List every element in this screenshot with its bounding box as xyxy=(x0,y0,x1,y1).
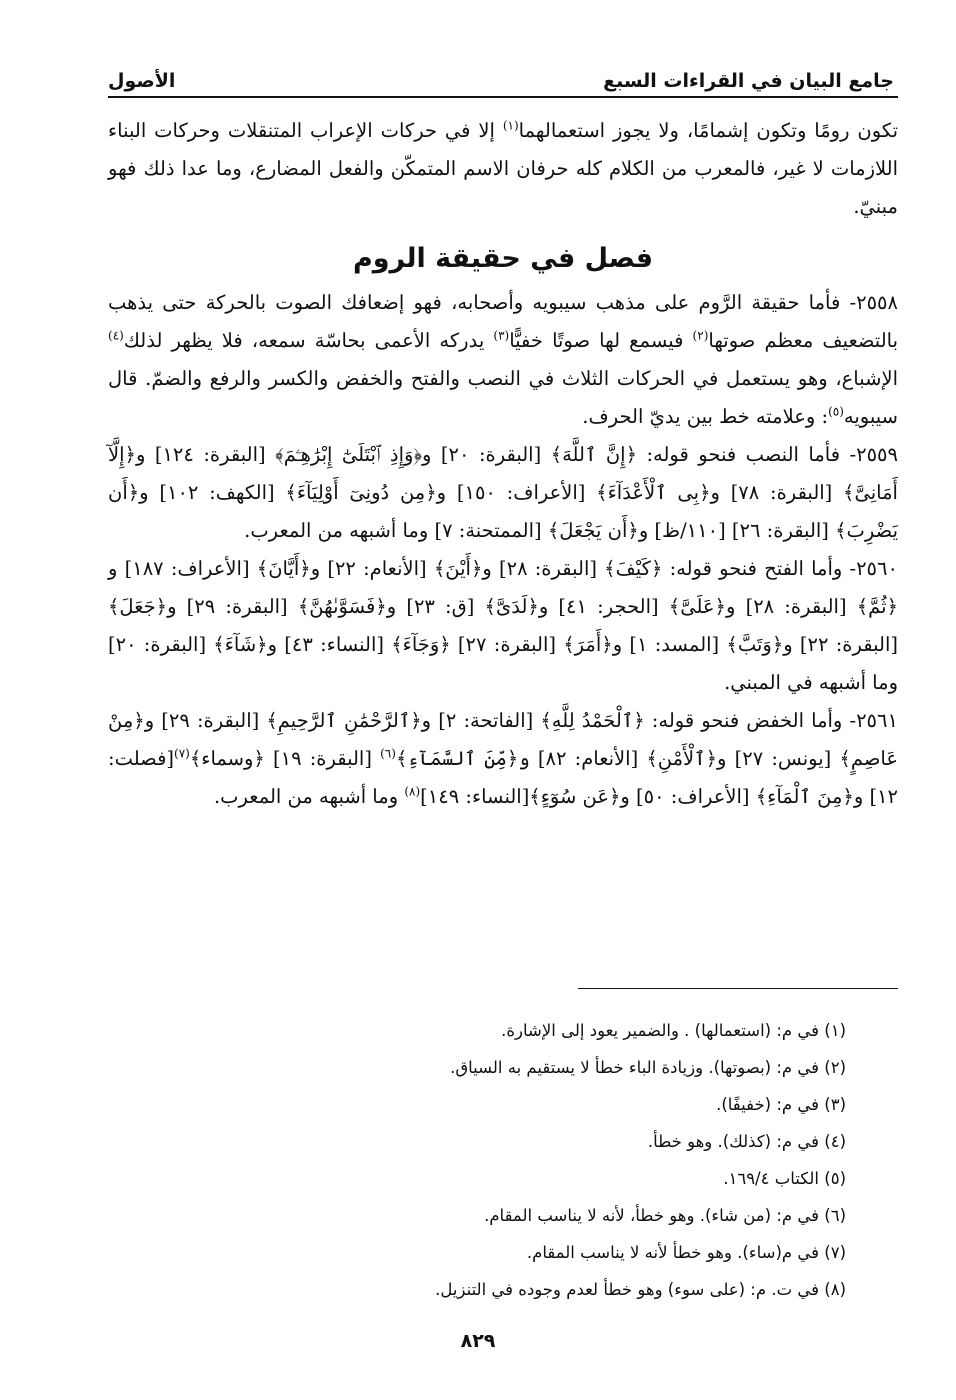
intro-paragraph xyxy=(108,112,898,226)
footnote-7: (٧) في م(ساء). وهو خطأ لأنه لا يناسب المقام. xyxy=(526,1243,846,1262)
p2558-text-a: ٢٥٥٨- فأما حقيقة الرَّوم على مذهب سيبويه وأصحابه، فهو إضعافك الصوت بالحركة حتى يذهب بالتضعيف معظم صوتها xyxy=(108,291,899,352)
footnote-ref-6: (٦) xyxy=(380,746,396,761)
footnote-ref-3: (٣) xyxy=(493,328,510,343)
footnote-3: (٣) في م: (خفيفًا). xyxy=(716,1095,846,1114)
footnote-ref-8: (٨) xyxy=(404,784,421,799)
p2561-text-d: وما أشبهه من المعرب. xyxy=(213,785,405,808)
paragraph-2559: ٢٥٥٩- فأما النصب فنحو قوله: ﴿إِنَّ ٱللَّهَ﴾ [البقرة: ٢٠] و﴿وَإِذِ ٱبْتَلَىٰٓ إِبْرَٰهِـۧمَ﴾ [البقرة: ١٢٤] و﴿إِلَّآ أَمَانِىَّ﴾ [البقرة: ٧٨] و﴿بِى ٱلْأَعْدَآءَ﴾ [الأعراف: ١٥٠] و﴿مِن دُونِىٓ أَوْلِيَآءَ﴾ [الكهف: ١٠٢] و﴿أَن يَضْرِبَ﴾ [البقرة: ٢٦] [١١٠/ظ] و﴿أَن يَجْعَلَ﴾ [الممتحنة: ٧] وما أشبهه من المعرب. xyxy=(108,443,898,542)
p2561-text-c: [فصلت: ١٢] و﴿مِنَ ٱلْمَآءِ﴾ [الأعراف: ٥٠] و﴿عَن سُوٓءٍ﴾[النساء: ١٤٩] xyxy=(108,747,898,808)
footnote-ref-7: (٧) xyxy=(174,746,190,761)
header-section: الأصول xyxy=(108,70,176,92)
header-book-title: جامع البيان في القراءات السبع xyxy=(603,70,894,92)
main-text xyxy=(108,112,898,816)
p2558-text-c: يدركه الأعمى بحاسّة سمعه، فلا يظهر لذلك xyxy=(123,329,494,352)
p2561-text-a: ٢٥٦١- وأما الخفض فنحو قوله: ﴿ٱلْحَمْدُ لِلَّهِ﴾ [الفاتحة: ٢] و﴿ٱلرَّحْمَٰنِ ٱلرَّحِيمِ﴾ [البقرة: ٢٩] و﴿مِنْ عَاصِمٍ﴾ [يونس: ٢٧] و﴿ٱلْأَمْنِ﴾ [الأنعام: ٨٢] و﴿مِّنَ ٱلسَّمَآءِ﴾ xyxy=(108,709,898,770)
intro-text-a: تكون رومًا وتكون إشمامًا، ولا يجوز استعمالهما xyxy=(518,119,898,142)
p2558-text-e: : وعلامته خط بين يديّ الحرف. xyxy=(582,405,829,428)
footnotes xyxy=(126,1012,846,1308)
footnote-2: (٢) في م: (بصوتها). وزيادة الباء خطأ لا يستقيم به السياق. xyxy=(450,1058,846,1077)
footnote-4: (٤) في م: (كذلك). وهو خطأ. xyxy=(647,1132,846,1151)
footnote-5: (٥) الكتاب ١٦٩/٤. xyxy=(723,1169,846,1188)
intro-text-b: إلا في حركات الإعراب المتنقلات وحركات البناء اللازمات لا غير، فالمعرب من الكلام كله حرفان الاسم المتمكّن والفعل المضارع، وما عدا ذلك فهو مبنيّ. xyxy=(108,119,898,218)
section-title: فصل في حقيقة الروم xyxy=(352,243,654,274)
p2558-text-d: الإشباع، وهو يستعمل في الحركات الثلاث في النصب والفتح والخفض والكسر والرفع والضمّ. قال سيبويه xyxy=(108,367,898,428)
footnote-rule xyxy=(578,988,898,989)
paragraph-2558 xyxy=(108,284,898,436)
footnote-ref-4: (٤) xyxy=(108,328,124,343)
page-number: ٨٢٩ xyxy=(460,1330,496,1352)
footnote-1: (١) في م: (استعمالها) . والضمير يعود إلى الإشارة. xyxy=(501,1021,846,1040)
header-rule xyxy=(108,96,898,98)
p2561-text-b: [البقرة: ١٩] ﴿وسماء﴾ xyxy=(189,747,381,770)
footnote-ref-1: (١) xyxy=(502,118,519,133)
footnote-8: (٨) في ت. م: (على سوء) وهو خطأ لعدم وجوده في التنزيل. xyxy=(435,1280,846,1299)
paragraph-2560: ٢٥٦٠- وأما الفتح فنحو قوله: ﴿كَيْفَ﴾ [البقرة: ٢٨] و﴿أَيْنَ﴾ [الأنعام: ٢٢] و﴿أَيَّانَ﴾ [الأعراف: ١٨٧] و ﴿ثُمَّ﴾ [البقرة: ٢٨] و﴿عَلَىَّ﴾ [الحجر: ٤١] و﴿لَدَىَّ﴾ [ق: ٢٣] و﴿فَسَوَّىٰهُنَّ﴾ [البقرة: ٢٩] و﴿جَعَلَ﴾ [البقرة: ٢٢] و﴿وَتَبَّ﴾ [المسد: ١] و﴿أَمَرَ﴾ [البقرة: ٢٧] ﴿وَجَآءَ﴾ [النساء: ٤٣] و﴿شَآءَ﴾ [البقرة: ٢٠] وما أشبهه في المبني. xyxy=(108,557,898,694)
running-header xyxy=(108,52,894,92)
footnote-6: (٦) في م: (من شاء). وهو خطأ، لأنه لا يناسب المقام. xyxy=(484,1206,846,1225)
footnote-ref-2: (٢) xyxy=(692,328,709,343)
p2558-text-b: فيسمع لها صوتًا خفيًّا xyxy=(509,329,693,352)
footnote-ref-5: (٥) xyxy=(828,404,844,419)
paragraph-2561 xyxy=(108,702,898,816)
